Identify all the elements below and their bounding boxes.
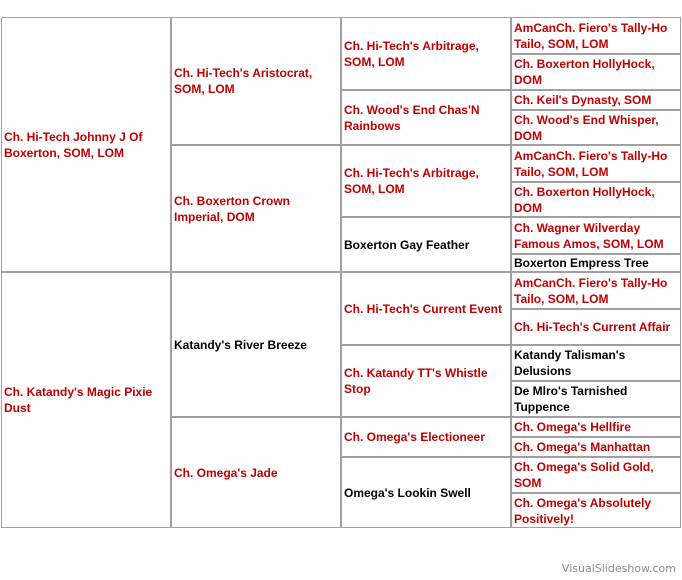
dam-cell bbox=[1, 272, 171, 528]
gen4-ancestor-cell bbox=[511, 90, 681, 110]
sire-cell bbox=[1, 17, 171, 272]
maternal-granddam-cell bbox=[171, 417, 341, 528]
paternal-grandsire-cell bbox=[171, 17, 341, 145]
gen4-ancestor-cell bbox=[511, 457, 681, 493]
gen3-ancestor-name: Omega's Lookin Swell bbox=[344, 485, 471, 500]
gen4-ancestor-name: Ch. Boxerton HollyHock, DOM bbox=[514, 184, 655, 215]
gen4-ancestor-cell bbox=[511, 309, 681, 345]
gen4-ancestor-name: Ch. Omega's Manhattan bbox=[514, 440, 651, 454]
dam-name: Ch. Katandy's Magic Pixie Dust bbox=[4, 385, 153, 415]
gen4-ancestor-name: Katandy Talisman's Delusions bbox=[514, 348, 626, 378]
watermark-text: VisualSlideshow.com bbox=[561, 562, 676, 575]
gen3-ancestor-cell bbox=[341, 457, 511, 528]
gen4-ancestor-cell bbox=[511, 381, 681, 417]
gen4-ancestor-cell bbox=[511, 182, 681, 217]
gen4-ancestor-name: Ch. Omega's Absolutely Positively! bbox=[514, 495, 652, 526]
gen3-ancestor-cell bbox=[341, 17, 511, 90]
gen4-ancestor-name: Ch. Hi-Tech's Current Affair bbox=[514, 320, 671, 334]
gen3-ancestor-cell bbox=[341, 217, 511, 272]
maternal-grandsire-name: Katandy's River Breeze bbox=[174, 337, 307, 352]
gen4-ancestor-name: AmCanCh. Fiero's Tally-Ho Tailo, SOM, LOM bbox=[514, 20, 668, 51]
gen4-ancestor-cell bbox=[511, 110, 681, 145]
gen3-ancestor-name: Ch. Hi-Tech's Current Event bbox=[344, 301, 502, 316]
gen3-ancestor-name: Ch. Omega's Electioneer bbox=[344, 430, 485, 444]
gen3-ancestor-name: Ch. Katandy TT's Whistle Stop bbox=[344, 366, 488, 396]
gen3-ancestor-cell bbox=[341, 272, 511, 345]
gen4-ancestor-cell bbox=[511, 145, 681, 182]
gen3-ancestor-name: Boxerton Gay Feather bbox=[344, 237, 470, 252]
gen3-ancestor-cell bbox=[341, 417, 511, 457]
gen4-ancestor-name: Boxerton Empress Tree bbox=[514, 256, 649, 270]
gen4-ancestor-name: Ch. Wagner Wilverday Famous Amos, SOM, LOM bbox=[514, 220, 664, 251]
gen4-ancestor-cell bbox=[511, 493, 681, 528]
gen3-ancestor-name: Ch. Wood's End Chas'N Rainbows bbox=[344, 102, 480, 133]
gen4-ancestor-name: Ch. Omega's Hellfire bbox=[514, 420, 631, 434]
paternal-grandsire-name: Ch. Hi-Tech's Aristocrat, SOM, LOM bbox=[174, 66, 313, 96]
gen4-ancestor-cell bbox=[511, 217, 681, 254]
gen3-ancestor-cell bbox=[341, 345, 511, 417]
gen3-ancestor-cell bbox=[341, 90, 511, 145]
paternal-granddam-name: Ch. Boxerton Crown Imperial, DOM bbox=[174, 193, 290, 224]
gen4-ancestor-cell bbox=[511, 272, 681, 309]
gen4-ancestor-name: Ch. Keil's Dynasty, SOM bbox=[514, 93, 652, 107]
gen4-ancestor-name: Ch. Boxerton HollyHock, DOM bbox=[514, 57, 655, 87]
gen4-ancestor-cell bbox=[511, 345, 681, 381]
gen4-ancestor-cell bbox=[511, 254, 681, 272]
gen4-ancestor-cell bbox=[511, 417, 681, 437]
gen3-ancestor-name: Ch. Hi-Tech's Arbitrage, SOM, LOM bbox=[344, 166, 479, 196]
gen4-ancestor-name: AmCanCh. Fiero's Tally-Ho Tailo, SOM, LOM bbox=[514, 275, 668, 306]
gen4-ancestor-cell bbox=[511, 437, 681, 457]
gen4-ancestor-cell bbox=[511, 54, 681, 90]
maternal-granddam-name: Ch. Omega's Jade bbox=[174, 465, 278, 480]
sire-name: Ch. Hi-Tech Johnny J Of Boxerton, SOM, LOM bbox=[4, 129, 143, 160]
gen3-ancestor-name: Ch. Hi-Tech's Arbitrage, SOM, LOM bbox=[344, 38, 479, 69]
gen4-ancestor-cell bbox=[511, 17, 681, 54]
gen4-ancestor-name: De Mlro's Tarnished Tuppence bbox=[514, 384, 628, 414]
paternal-granddam-cell bbox=[171, 145, 341, 272]
gen4-ancestor-name: Ch. Wood's End Whisper, DOM bbox=[514, 112, 659, 143]
maternal-grandsire-cell bbox=[171, 272, 341, 417]
gen4-ancestor-name: AmCanCh. Fiero's Tally-Ho Tailo, SOM, LOM bbox=[514, 148, 668, 179]
gen4-ancestor-name: Ch. Omega's Solid Gold, SOM bbox=[514, 460, 654, 490]
gen3-ancestor-cell bbox=[341, 145, 511, 217]
